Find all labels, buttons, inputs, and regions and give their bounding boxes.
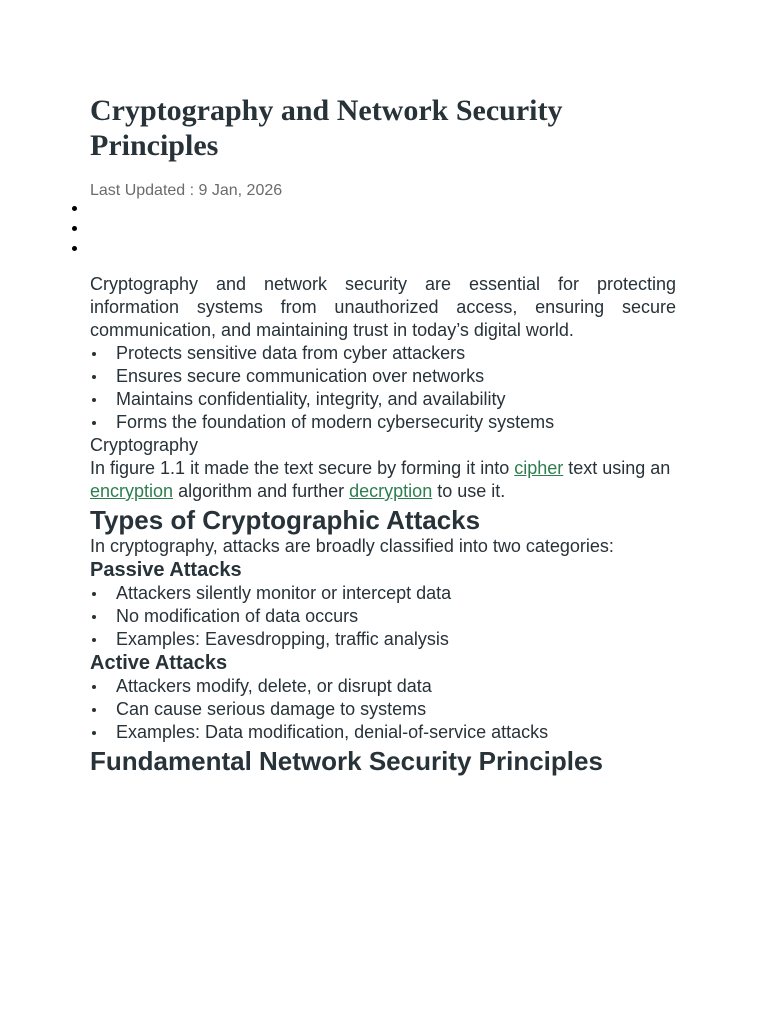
figure-text-part: text using an: [563, 458, 671, 478]
active-attacks-heading: Active Attacks: [90, 652, 228, 674]
share-action-item[interactable]: [0, 218, 10, 238]
intro-paragraph: Cryptography and network security are essential for protecting information systems from unauthorized access, ensuring secure communication, and maintaining trust in today’s digital world.: [90, 274, 676, 340]
cipher-link[interactable]: cipher: [514, 458, 564, 478]
list-item: Attackers silently monitor or intercept data: [90, 582, 676, 605]
figure-text-part: algorithm and further: [173, 481, 350, 501]
share-action-item[interactable]: [0, 238, 10, 258]
list-item: Examples: Eavesdropping, traffic analysis: [90, 628, 676, 651]
list-item: Protects sensitive data from cyber attackers: [90, 342, 676, 365]
attacks-intro: In cryptography, attacks are broadly classified into two categories:: [90, 536, 614, 556]
active-attacks-list: [90, 675, 676, 744]
last-updated-date: Last Updated : 9 Jan, 2026: [90, 182, 283, 199]
intro-bullet-list: [90, 342, 676, 434]
list-item: Attackers modify, delete, or disrupt data: [90, 675, 676, 698]
list-item: Examples: Data modification, denial-of-service attacks: [90, 721, 676, 744]
figure-description: [90, 457, 676, 503]
figure-text-part: In figure 1.1 it made the text secure by forming it into: [90, 458, 515, 478]
list-item: No modification of data occurs: [90, 605, 676, 628]
fundamentals-heading: Fundamental Network Security Principles: [90, 746, 603, 776]
decryption-link[interactable]: decryption: [349, 481, 433, 501]
share-actions-list: [0, 198, 10, 258]
passive-attacks-list: [90, 582, 676, 651]
share-action-item[interactable]: [0, 198, 10, 218]
figure-caption: Cryptography: [90, 435, 199, 455]
encryption-link[interactable]: encryption: [90, 481, 174, 501]
list-item: Maintains confidentiality, integrity, and availability: [90, 388, 676, 411]
passive-attacks-heading: Passive Attacks: [90, 559, 242, 581]
list-item: Forms the foundation of modern cybersecurity systems: [90, 411, 676, 434]
attacks-heading: Types of Cryptographic Attacks: [90, 505, 481, 535]
page-title: Cryptography and Network Security Principles: [90, 94, 563, 162]
list-item: Can cause serious damage to systems: [90, 698, 676, 721]
list-item: Ensures secure communication over networks: [90, 365, 676, 388]
figure-text-part: to use it.: [432, 481, 506, 501]
article-body: [90, 273, 676, 776]
